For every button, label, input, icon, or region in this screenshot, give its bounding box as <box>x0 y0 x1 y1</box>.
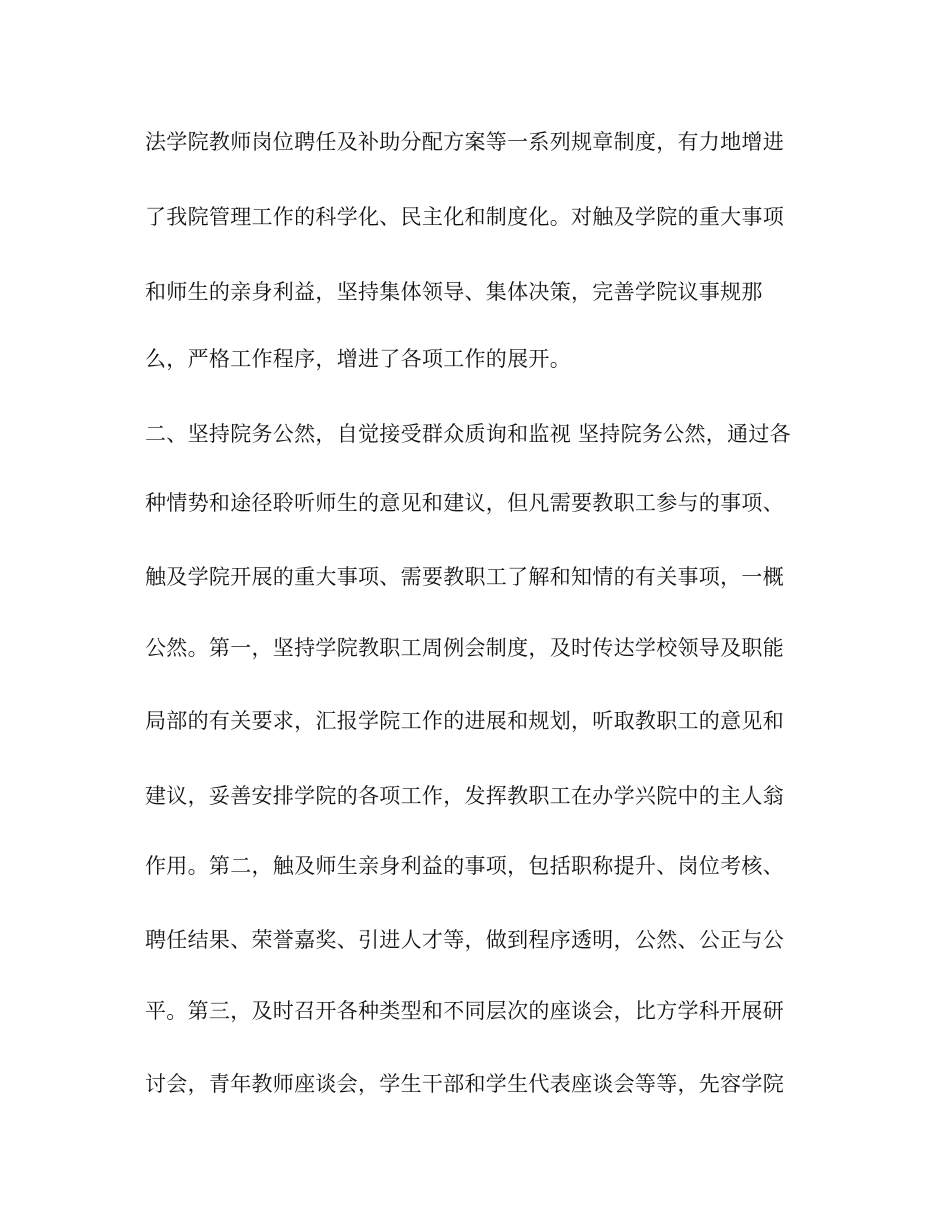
text-line: 和师生的亲身利益，坚持集体领导、集体决策，完善学院议事规那 <box>145 280 763 304</box>
text-line: 讨会，青年教师座谈会，学生干部和学生代表座谈会等等，先容学院 <box>145 1072 784 1096</box>
text-line: 公然。第一，坚持学院教职工周例会制度，及时传达学校领导及职能 <box>145 636 784 660</box>
text-line: 平。第三，及时召开各种类型和不同层次的座谈会，比方学科开展研 <box>145 999 784 1023</box>
text-line: 聘任结果、荣誉嘉奖、引进人才等，做到程序透明，公然、公正与公 <box>145 928 784 952</box>
text-line: 种情势和途径聆听师生的意见和建议，但凡需要教职工参与的事项、 <box>145 491 784 515</box>
text-line: 了我院管理工作的科学化、民主化和制度化。对触及学院的重大事项 <box>145 205 784 229</box>
text-line: 触及学院开展的重大事项、需要教职工了解和知情的有关事项，一概 <box>145 565 784 589</box>
text-line: 作用。第二，触及师生亲身利益的事项，包括职称提升、岗位考核、 <box>145 854 784 878</box>
text-line: 么，严格工作程序，增进了各项工作的展开。 <box>145 347 571 371</box>
text-line: 法学院教师岗位聘任及补助分配方案等一系列规章制度，有力地增进 <box>145 130 784 154</box>
text-line: 二、坚持院务公然，自觉接受群众质询和监视 坚持院务公然，通过各 <box>145 422 791 446</box>
text-line: 建议，妥善安排学院的各项工作，发挥教职工在办学兴院中的主人翁 <box>145 784 784 808</box>
text-line: 局部的有关要求，汇报学院工作的进展和规划，听取教职工的意见和 <box>145 709 784 733</box>
